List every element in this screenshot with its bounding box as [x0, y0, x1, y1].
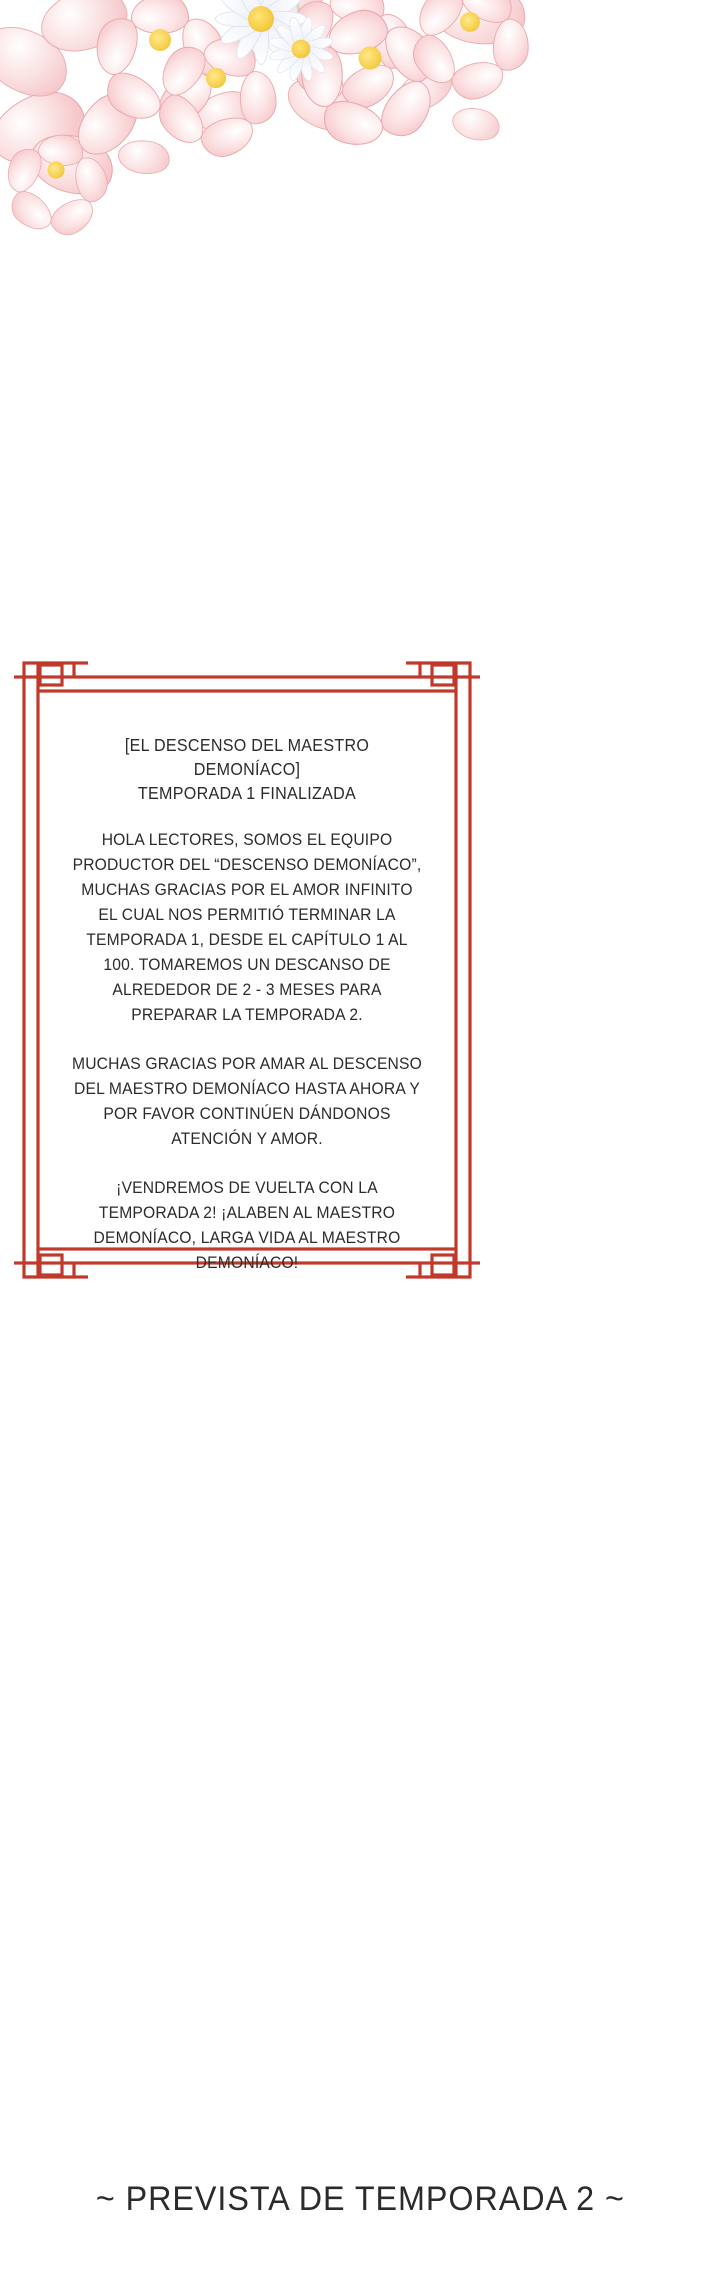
announcement-paragraph-3: ¡VENDREMOS DE VUELTA CON LA TEMPORADA 2! ¡ALABEN AL MAESTRO DEMONÍACO, LARGA VIDA AL MAESTRO DEMONÍACO! [93, 1178, 401, 1272]
stem-icon [296, 0, 308, 52]
blossom-icon [416, 0, 524, 76]
petal-icon [0, 82, 94, 174]
daisy-icon [261, 9, 340, 88]
announcement-paragraph-2: MUCHAS GRACIAS POR AMAR AL DESCENSO DEL MAESTRO DEMONÍACO HASTA AHORA Y POR FAVOR CONTINÚEN DÁNDONOS ATENCIÓN Y AMOR. [71, 1054, 423, 1148]
petal-icon [35, 0, 134, 58]
petal-icon [240, 0, 336, 44]
petal-icon [424, 0, 533, 55]
petal-icon [0, 10, 80, 112]
petal-icon [22, 121, 122, 206]
floral-header-decoration [0, 0, 720, 300]
blossom-icon [9, 123, 103, 217]
announcement-title [69, 733, 424, 805]
petal-icon [65, 83, 149, 166]
season-preview-text: ~ PREVISTA DE TEMPORADA 2 ~ [95, 2180, 625, 2218]
announcement-frame [14, 655, 480, 1285]
announcement-paragraph-1: HOLA LECTORES, SOMOS EL EQUIPO PRODUCTOR DEL “DESCENSO DEMONÍACO”, MUCHAS GRACIAS POR EL AMOR INFINITO EL CUAL NOS PERMITIÓ TERMINAR LA TEMPORADA 1, DESDE EL CAPÍTULO 1 AL 100. TOMAREMOS UN DESCANSO DE ALREDEDOR DE 2 - 3 MESES PARA PREPARAR LA TEMPORADA 2. [72, 830, 422, 1024]
announcement-title-line-2: TEMPORADA 1 FINALIZADA [137, 783, 357, 803]
stem-icon [238, 0, 257, 55]
blossom-icon [307, 0, 433, 121]
petal-icon [115, 135, 173, 179]
blossom-icon [161, 23, 271, 133]
season-preview-label [0, 2180, 720, 2219]
announcement-title-line-1: [EL DESCENSO DEL MAESTRO DEMONÍACO] [124, 735, 370, 779]
daisy-icon [206, 0, 316, 74]
petal-icon [279, 65, 367, 144]
petal-icon [448, 101, 504, 146]
blossom-icon [293, 0, 407, 85]
blossom-icon [100, 0, 220, 100]
petal-icon [391, 60, 460, 119]
petal-icon [194, 88, 259, 136]
announcement-text [54, 733, 440, 1275]
